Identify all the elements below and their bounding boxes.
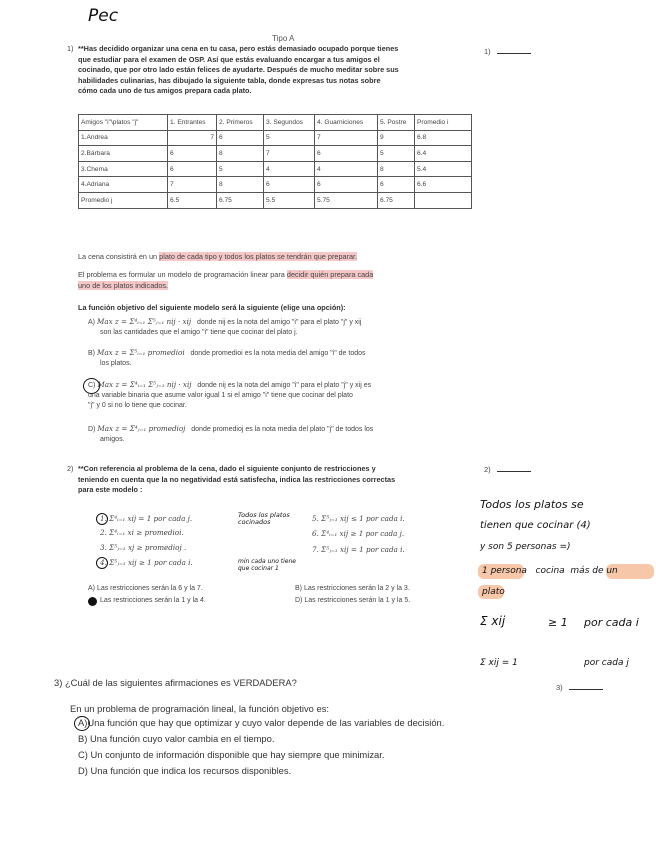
q3-answer-blank[interactable]: 3): [556, 681, 603, 692]
formula: Max z = Σ⁴ᵢ₌₁ Σ⁵ⱼ₌₁ nij · xij: [96, 317, 192, 326]
q2-option-d[interactable]: D) Las restricciones serán la 1 y la 5.: [295, 597, 411, 604]
objective-question: La función objetivo del siguiente modelo será la siguiente (elige una opción):: [78, 303, 346, 312]
q1-option-a[interactable]: A) Max z = Σ⁴ᵢ₌₁ Σ⁵ⱼ₌₁ nij · xij donde nij es la nota del amigo "i" para el plato "j" y xij son las cantidades que el amigo "i" tiene que cocinar del plato j.: [88, 317, 362, 336]
handwritten-title: Pec: [88, 6, 119, 26]
highlight: uno de los platos indicados.: [78, 280, 169, 290]
table-cell: 9: [378, 130, 415, 146]
table-cell: 3.Chema: [79, 161, 168, 177]
table-cell: 5.4: [415, 161, 472, 177]
q2-statement: **Con referencia al problema de la cena, dado el siguiente conjunto de restricciones y teniendo en cuenta que la no negatividad está satisfecha, indica las restricciones correctas para este modelo :: [78, 464, 396, 494]
table-header-row: [79, 115, 472, 131]
handwritten-note: Todos los platos cocinados: [238, 511, 290, 526]
table-cell: Promedio j: [79, 192, 168, 208]
q1-paragraph-1: La cena consistirá en un plato de cada tipo y todos los platos se tendrán que preparar.: [78, 252, 358, 261]
handwritten-note: por cada i: [584, 616, 639, 629]
constraint-7: 7. Σ⁵ⱼ₌₁ xij = 1 por cada i.: [312, 545, 405, 554]
q3-option-b[interactable]: B) Una función cuyo valor cambia en el tiempo.: [78, 733, 275, 744]
handwritten-note: min cada uno tiene que cocinar 1: [238, 558, 296, 572]
q1-statement: **Has decidido organizar una cena en tu casa, pero estás demasiado ocupado porque tienes que estudiar para el examen de OSP. Así que estás evaluando encargar a tus amigos el cocinado, que por otro lado están felices de ayudarte. Después de mucho meditar sobre sus habilidades culinarias, has dibujado la siguiente tabla, donde expresas tus notas sobre cómo cada uno de tus amigos prepara cada plato.: [78, 44, 399, 95]
table-cell: 5.5: [264, 192, 315, 208]
q2-number: 2): [67, 464, 74, 473]
table-cell: 6.5: [168, 192, 217, 208]
table-cell: 6: [217, 130, 264, 146]
q3-intro: En un problema de programación lineal, la función objetivo es:: [70, 703, 330, 714]
constraint-3: 3. Σ⁵ⱼ₌₁ xj ≥ promedioj .: [100, 543, 187, 552]
constraint-6: 6. Σ⁴ᵢ₌₁ xij ≥ 1 por cada j.: [312, 529, 405, 538]
table-cell: 6: [378, 177, 415, 193]
table-cell: 4: [315, 161, 378, 177]
q1-option-d[interactable]: D) Max z = Σ⁴ⱼ₌₁ promedioj donde promedioj es la nota media del plato "j" de todos los amigos.: [88, 424, 374, 443]
handwritten-sum: Σ xij: [480, 614, 506, 628]
table-row: [79, 192, 472, 208]
table-cell: 8: [217, 177, 264, 193]
table-row: [79, 177, 472, 193]
handwritten-note: por cada j: [584, 658, 629, 668]
table-cell: 6.75: [217, 192, 264, 208]
table-header-cell: 3. Segundos: [264, 115, 315, 131]
q2-answer-blank[interactable]: 2): [484, 463, 531, 474]
q1-answer-blank[interactable]: 1): [484, 45, 531, 56]
table-header-cell: 1. Entrantes: [168, 115, 217, 131]
q1-number: 1): [67, 44, 74, 53]
exam-type: Tipo A: [272, 34, 295, 43]
table-cell: 6: [264, 177, 315, 193]
table-cell: 8: [217, 146, 264, 162]
table-cell: 4.Adriana: [79, 177, 168, 193]
table-cell: 2.Bárbara: [79, 146, 168, 162]
formula: Max z = Σ⁵ᵢ₌₁ promedioi: [96, 348, 185, 357]
q2-option-b[interactable]: B) Las restricciones serán la 2 y la 3.: [295, 585, 410, 592]
table-cell: 6: [315, 146, 378, 162]
q3-title: 3) ¿Cuál de las siguientes afirmaciones es VERDADERA?: [54, 677, 297, 688]
table-cell: 1.Andrea: [79, 130, 168, 146]
constraint-1: 1. Σ⁴ᵢ₌₁ xij = 1 por cada j.: [100, 514, 193, 523]
table-cell: 6.8: [415, 130, 472, 146]
constraint-5: 5. Σ⁵ⱼ₌₁ xij ≤ 1 por cada i.: [312, 514, 405, 523]
table-cell: 6: [168, 161, 217, 177]
handwritten-note: plato: [482, 587, 505, 597]
table-row: [79, 146, 472, 162]
filled-answer-mark: [88, 597, 97, 606]
table-cell: 7: [315, 130, 378, 146]
q3-option-d[interactable]: D) Una función que indica los recursos disponibles.: [78, 765, 292, 776]
table-cell: 8: [378, 161, 415, 177]
table-header-cell: Promedio i: [415, 115, 472, 131]
table-header-cell: 2. Primeros: [217, 115, 264, 131]
handwritten-note: Todos los platos se: [480, 498, 584, 511]
table-cell: 6: [168, 146, 217, 162]
table-cell: 7: [264, 146, 315, 162]
q1-option-c[interactable]: C) Max z = Σ⁴ᵢ₌₁ Σ⁵ⱼ₌₁ nij · xij donde nij es la nota del amigo "i" para el plato "j" y xij es una variable binaria que asume valor igual 1 si el amigo "i" tiene que cocinar del plato "j" y 0 si no lo tiene que cocinar.: [88, 380, 372, 409]
handwritten-note: y son 5 personas =): [480, 542, 571, 552]
table-cell: 6.75: [378, 192, 415, 208]
q2-option-c[interactable]: Las restricciones serán la 1 y la 4.: [100, 597, 206, 604]
table-cell: 5: [217, 161, 264, 177]
table-cell: 6: [315, 177, 378, 193]
formula: Max z = Σ⁴ⱼ₌₁ promedioj: [97, 424, 186, 433]
table-cell: 5.75: [315, 192, 378, 208]
table-cell: 5: [264, 130, 315, 146]
handwritten-note: ≥ 1: [548, 616, 568, 629]
table-row: [79, 161, 472, 177]
q3-option-a[interactable]: A)Una función que hay que optimizar y cuyo valor depende de las variables de decisión.: [78, 717, 445, 728]
table-cell: 6.4: [415, 146, 472, 162]
handwritten-sum: Σ xij = 1: [480, 658, 518, 668]
table-header-cell: 5. Postre: [378, 115, 415, 131]
constraint-4: 4. Σ⁵ⱼ₌₁ xij ≥ 1 por cada i.: [100, 558, 193, 567]
formula: Max z = Σ⁴ᵢ₌₁ Σ⁵ⱼ₌₁ nij · xij: [97, 380, 192, 389]
table-cell: 6.6: [415, 177, 472, 193]
q1-option-b[interactable]: B) Max z = Σ⁵ᵢ₌₁ promedioi donde promedioi es la nota media del amigo "i" de todos los platos.: [88, 348, 366, 367]
table-cell: 7: [168, 130, 217, 146]
table-cell: [415, 192, 472, 208]
q3-option-c[interactable]: C) Un conjunto de información disponible que hay siempre que minimizar.: [78, 749, 385, 760]
table-header-cell: 4. Guarniciones: [315, 115, 378, 131]
highlight: decidir quién prepara cada: [286, 270, 374, 279]
table-cell: 4: [264, 161, 315, 177]
handwritten-note: 1 persona cocina más de un: [482, 566, 618, 576]
highlight: plato de cada tipo y todos los platos se tendrán que preparar.: [159, 252, 358, 261]
table-cell: 5: [378, 146, 415, 162]
table-row: [79, 130, 472, 146]
table-header-cell: Amigos "i"\platos "j": [79, 115, 168, 131]
handwritten-note: tienen que cocinar (4): [480, 520, 591, 531]
q1-paragraph-2: El problema es formular un modelo de programación linear para decidir quién prepara cada uno de los platos indicados.: [78, 270, 374, 290]
table-cell: 7: [168, 177, 217, 193]
constraint-2: 2. Σ⁴ᵢ₌₁ xi ≥ promedioi.: [100, 528, 184, 537]
q2-option-a[interactable]: A) Las restricciones serán la 6 y la 7.: [88, 585, 203, 592]
grades-table: [78, 114, 472, 209]
